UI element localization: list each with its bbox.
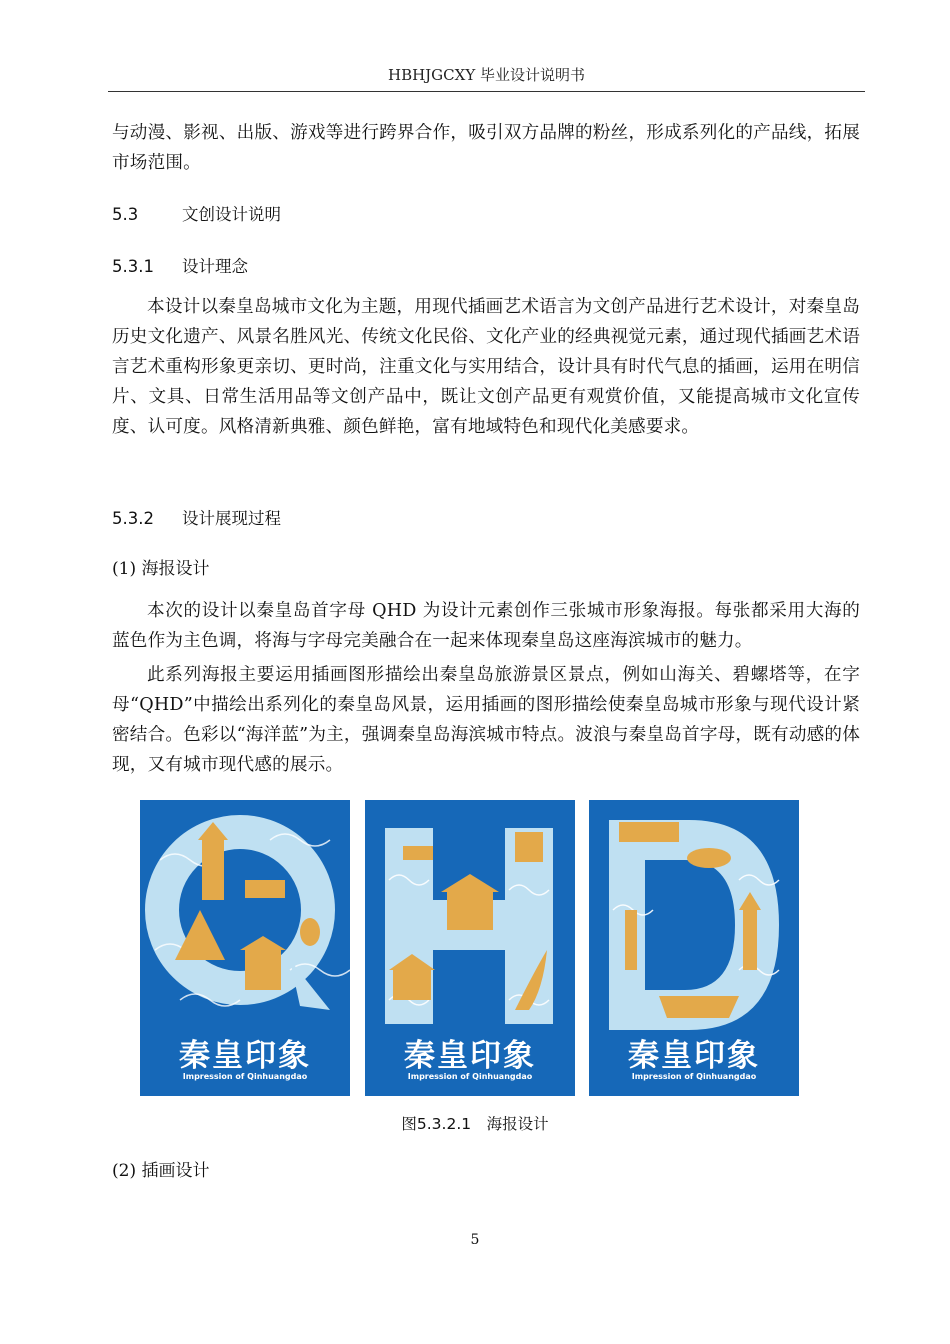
poster-title: 秦皇印象 xyxy=(179,1038,311,1074)
poster-gallery xyxy=(0,800,950,1100)
poster-q xyxy=(140,800,350,1096)
heading-text: 文创设计说明 xyxy=(182,205,281,224)
page-header: HBHJGCXY 毕业设计说明书 xyxy=(387,66,585,84)
paragraph-intro: 与动漫、影视、出版、游戏等进行跨界合作，吸引双方品牌的粉丝，形成系列化的产品线，拓展市场范围。 xyxy=(112,123,860,173)
heading-text: 设计理念 xyxy=(182,257,248,276)
figure-caption: 图5.3.2.1 海报设计 xyxy=(401,1115,549,1133)
heading-5-3-1 xyxy=(112,255,248,279)
heading-number: 5.3 xyxy=(112,205,139,224)
heading-number: 5.3.1 xyxy=(112,257,154,276)
subheading-poster-design: (1) 海报设计 xyxy=(112,559,210,579)
page-number: 5 xyxy=(470,1232,480,1248)
paragraph-poster-2: 此系列海报主要运用插画图形描绘出秦皇岛旅游景区景点，例如山海关、碧螺塔等，在字母“QHD”中描绘出系列化的秦皇岛风景，运用插画的图形描绘使秦皇岛城市形象与现代设计紧密结合。色彩以“海洋蓝”为主，强调秦皇岛海滨城市特点。波浪与秦皇岛首字母，既有动感的体现，又有城市现代感的展示。 xyxy=(112,665,860,775)
heading-5-3-2 xyxy=(112,507,281,531)
poster-subtitle: Impression of Qinhuangdao xyxy=(407,1072,533,1081)
heading-text: 设计展现过程 xyxy=(182,509,281,528)
heading-5-3 xyxy=(112,203,281,227)
poster-h xyxy=(365,800,575,1096)
poster-d xyxy=(589,800,799,1096)
poster-subtitle: Impression of Qinhuangdao xyxy=(631,1072,757,1081)
heading-number: 5.3.2 xyxy=(112,509,154,528)
subheading-illustration-design: (2) 插画设计 xyxy=(112,1161,210,1181)
poster-title: 秦皇印象 xyxy=(404,1038,536,1074)
paragraph-concept: 本设计以秦皇岛城市文化为主题，用现代插画艺术语言为文创产品进行艺术设计，对秦皇岛历史文化遗产、风景名胜风光、传统文化民俗、文化产业的经典视觉元素，通过现代插画艺术语言艺术重构形象更亲切、更时尚，注重文化与实用结合，设计具有时代气息的插画，运用在明信片、文具、日常生活用品等文创产品中，既让文创产品更有观赏价值，又能提高城市文化宣传度、认可度。风格清新典雅、颜色鲜艳，富有地域特色和现代化美感要求。 xyxy=(112,297,860,437)
paragraph-poster-1: 本次的设计以秦皇岛首字母 QHD 为设计元素创作三张城市形象海报。每张都采用大海的蓝色作为主色调，将海与字母完美融合在一起来体现秦皇岛这座海滨城市的魅力。 xyxy=(112,601,860,651)
poster-subtitle: Impression of Qinhuangdao xyxy=(182,1072,308,1081)
header-rule xyxy=(108,91,865,92)
poster-title: 秦皇印象 xyxy=(628,1038,760,1074)
